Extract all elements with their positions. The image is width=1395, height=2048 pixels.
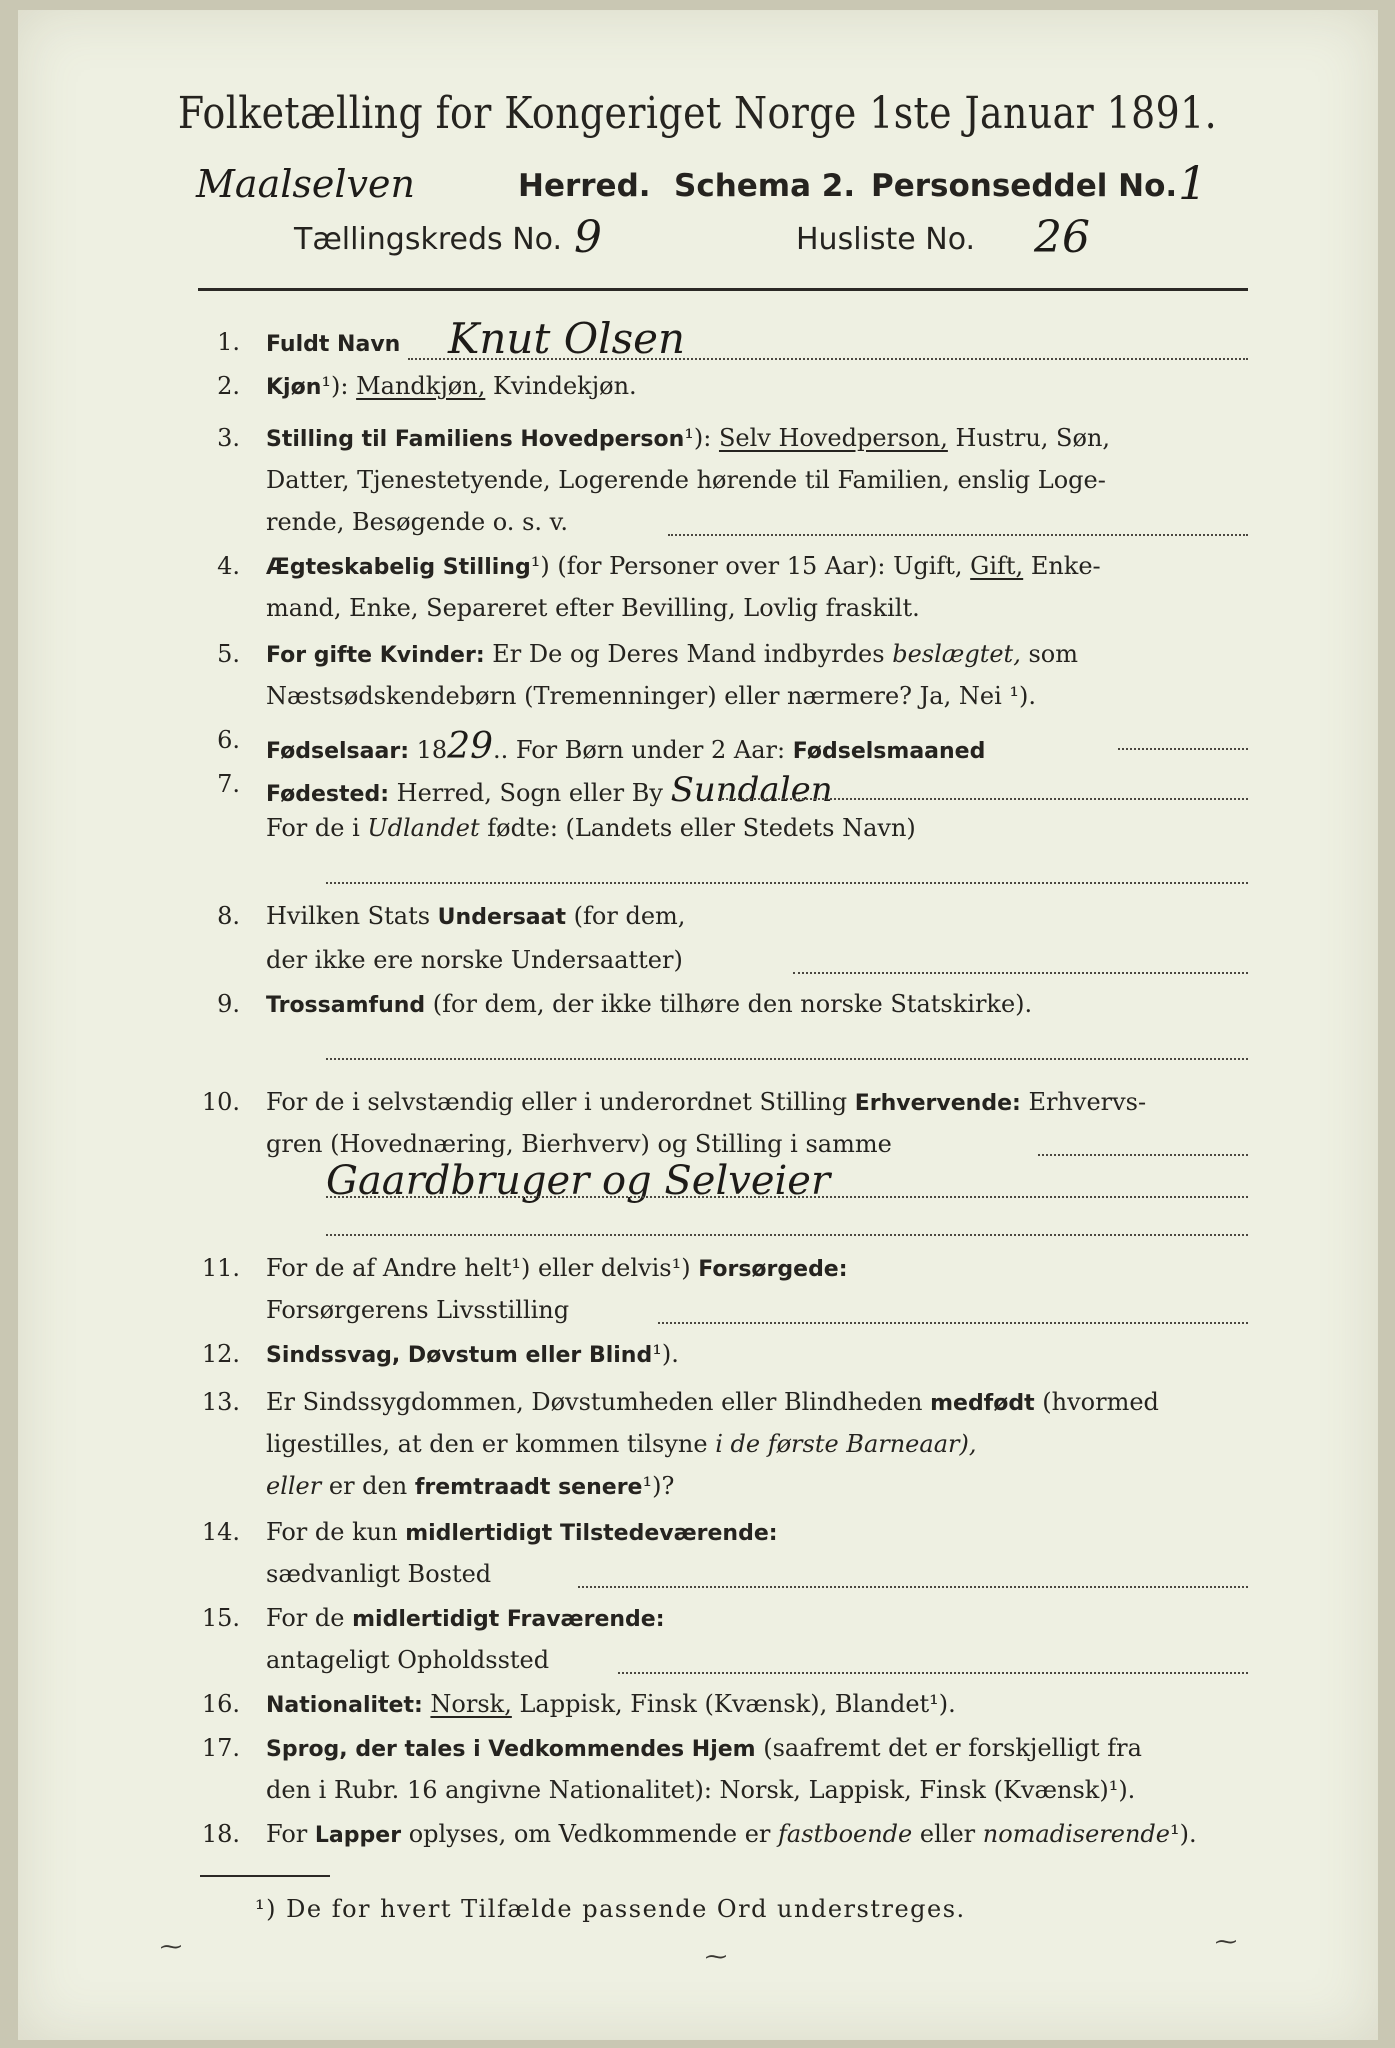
item-text-line-2: gren (Hovednæring, Bierhverv) og Stilling i samme bbox=[266, 1130, 892, 1158]
option-selected: Selv Hovedperson, bbox=[718, 424, 948, 452]
item-text-rest: Er De og Deres Mand indbyrdes bbox=[492, 640, 885, 668]
name-handwritten: Knut Olsen bbox=[448, 314, 686, 363]
item-text bbox=[266, 640, 1078, 668]
item-label: Sindssvag, Døvstum eller Blind bbox=[266, 1343, 653, 1368]
item-label: Forsørgede: bbox=[698, 1257, 848, 1282]
item-text-mid: For Børn under 2 Aar: bbox=[515, 736, 786, 764]
answer-line bbox=[1038, 1154, 1248, 1156]
item-label: Fødselsaar: bbox=[266, 739, 409, 764]
year-handwritten: 29 bbox=[447, 726, 493, 767]
ink-mark: ⁓ bbox=[160, 1935, 182, 1960]
footnote: ¹) De for hvert Tilfælde passende Ord understreges. bbox=[255, 1895, 966, 1923]
footnote-ref: ¹): bbox=[321, 372, 349, 400]
item-text-line-3 bbox=[266, 1472, 674, 1500]
text-bold: fremtraadt senere bbox=[414, 1475, 643, 1500]
footnote-ref: ¹) bbox=[530, 552, 550, 580]
item-text bbox=[266, 1690, 956, 1718]
item-label: Lapper bbox=[314, 1823, 402, 1848]
item-text-post: Enke- bbox=[1030, 552, 1101, 580]
option-selected: Gift, bbox=[970, 552, 1024, 580]
text-italic: i de første Barneaar), bbox=[715, 1430, 977, 1458]
item-text-line-2: Datter, Tjenestetyende, Logerende hørende til Familien, enslig Loge- bbox=[266, 466, 1106, 494]
answer-line-3 bbox=[326, 1234, 1248, 1236]
item-number: 15. bbox=[201, 1604, 240, 1632]
item-number: 3. bbox=[217, 424, 240, 452]
personseddel-label: Personseddel No. bbox=[871, 168, 1178, 204]
item-text: Fødselsaar: 1829.. For Børn under 2 Aar: Fødselsmaaned bbox=[266, 726, 986, 767]
item-label: Nationalitet: bbox=[266, 1693, 423, 1718]
item-text bbox=[266, 1088, 1146, 1116]
item-text-rest: ¹). bbox=[652, 1340, 679, 1368]
item-text-pre: For de af Andre helt¹) eller delvis¹) bbox=[266, 1254, 691, 1282]
item-text-rest: Erhvervs- bbox=[1028, 1088, 1147, 1116]
item-number: 10. bbox=[201, 1088, 240, 1116]
answer-line bbox=[668, 534, 1248, 536]
text-mid: eller bbox=[919, 1820, 976, 1848]
herred-label: Herred. bbox=[518, 168, 651, 204]
birthplace-handwritten: Sundalen bbox=[670, 770, 833, 810]
answer-line bbox=[326, 1058, 1248, 1060]
item-text-pre: Hvilken Stats bbox=[266, 902, 431, 930]
item-label: Sprog, der tales i Vedkommendes Hjem bbox=[266, 1737, 756, 1762]
option-selected: Mandkjøn, bbox=[356, 372, 486, 400]
ink-mark: ⁓ bbox=[705, 1945, 727, 1970]
husliste-handwritten: 26 bbox=[1034, 212, 1090, 263]
item-number: 4. bbox=[217, 552, 240, 580]
text-italic: Udlandet bbox=[367, 814, 480, 842]
answer-line bbox=[618, 1672, 1248, 1674]
text-a: For de i bbox=[266, 814, 360, 842]
herred-handwritten: Maalselven bbox=[196, 162, 415, 206]
item-label: midlertidigt Fraværende: bbox=[352, 1607, 665, 1632]
item-text bbox=[266, 424, 1110, 452]
item-text-pre: For de bbox=[266, 1604, 345, 1632]
item-label: Fødested: bbox=[266, 782, 389, 807]
item-number: 7. bbox=[217, 770, 240, 798]
item-label: Erhvervende: bbox=[854, 1091, 1021, 1116]
text-italic-2: nomadiserende bbox=[982, 1820, 1170, 1848]
item-text-pre: (for Personer over 15 Aar): Ugift, bbox=[557, 552, 963, 580]
item-label: midlertidigt Tilstedeværende: bbox=[405, 1521, 778, 1546]
option: Kvindekjøn. bbox=[492, 372, 637, 400]
item-text-rest: (for dem, der ikke tilhøre den norske Statskirke). bbox=[432, 990, 1033, 1018]
text-b: fødte: (Landets eller Stedets Navn) bbox=[487, 814, 916, 842]
item-text-line-2: der ikke ere norske Undersaatter) bbox=[266, 946, 683, 974]
item-text-italic: beslægtet, bbox=[892, 640, 1021, 668]
answer-line bbox=[718, 798, 1248, 800]
item-text-pre: Er Sindssygdommen, Døvstumheden eller Blindheden bbox=[266, 1388, 923, 1416]
husliste-label: Husliste No. bbox=[796, 222, 976, 257]
item-text-rest-2: som bbox=[1028, 640, 1078, 668]
text-end: ¹). bbox=[1170, 1820, 1197, 1848]
item-number: 6. bbox=[217, 726, 240, 754]
schema-label: Schema 2. bbox=[674, 168, 856, 204]
text-a: er den bbox=[328, 1472, 408, 1500]
item-text bbox=[266, 552, 1101, 580]
header-line-herred bbox=[196, 156, 1256, 216]
answer-line bbox=[658, 1322, 1248, 1324]
item-text-line-2: mand, Enke, Separeret efter Bevilling, Lovlig fraskilt. bbox=[266, 594, 920, 622]
item-text-rest: oplyses, om Vedkommende er bbox=[408, 1820, 771, 1848]
form-title: Folketælling for Kongeriget Norge 1ste Januar 1891. bbox=[177, 88, 1218, 139]
item-number: 5. bbox=[217, 640, 240, 668]
occupation-handwritten: Gaardbruger og Selveier bbox=[326, 1158, 831, 1204]
footnote-ref: ¹): bbox=[684, 424, 712, 452]
item-label: Ægteskabelig Stilling bbox=[266, 555, 531, 580]
item-text-pre: For de i selvstændig eller i underordnet Stilling bbox=[266, 1088, 848, 1116]
options: Lappisk, Finsk (Kvænsk), Blandet¹). bbox=[519, 1690, 956, 1718]
item-text bbox=[266, 1518, 778, 1546]
answer-line bbox=[1118, 748, 1248, 750]
answer-line bbox=[793, 972, 1248, 974]
item-text bbox=[266, 1340, 679, 1368]
footnote-rule bbox=[200, 1875, 330, 1877]
item-text-rest: (saafremt det er forskjelligt fra bbox=[763, 1734, 1142, 1762]
answer-line bbox=[578, 1586, 1248, 1588]
item-number: 1. bbox=[217, 328, 240, 356]
item-label: Stilling til Familiens Hovedperson bbox=[266, 427, 685, 452]
item-label: Trossamfund bbox=[266, 993, 426, 1018]
item-number: 12. bbox=[201, 1340, 240, 1368]
item-text-line-2 bbox=[266, 814, 916, 842]
item-text bbox=[266, 1254, 848, 1282]
year-prefix: 18 bbox=[416, 736, 448, 764]
item-label: medfødt bbox=[930, 1391, 1035, 1416]
text-italic: eller bbox=[266, 1472, 322, 1500]
item-number: 16. bbox=[201, 1690, 240, 1718]
item-text-line-2: sædvanligt Bosted bbox=[266, 1560, 492, 1588]
item-number: 18. bbox=[201, 1820, 240, 1848]
item-text bbox=[266, 1734, 1142, 1762]
item-text-pre: For bbox=[266, 1820, 308, 1848]
item-label: Undersaat bbox=[437, 905, 567, 930]
text-italic-1: fastboende bbox=[778, 1820, 913, 1848]
item-text-line-2: antageligt Opholdssted bbox=[266, 1646, 550, 1674]
item-label-2: Fødselsmaaned bbox=[792, 739, 986, 764]
item-text bbox=[266, 1388, 1159, 1416]
header-line-kreds bbox=[196, 214, 1256, 270]
item-text-rest: Herred, Sogn eller By bbox=[396, 779, 663, 807]
item-text-line-2 bbox=[266, 1430, 976, 1458]
item-text-line-2: Næstsødskendebørn (Tremenninger) eller nærmere? Ja, Nei ¹). bbox=[266, 682, 1036, 710]
item-number: 9. bbox=[217, 990, 240, 1018]
ink-mark: ⁓ bbox=[1215, 1930, 1237, 1955]
item-text-rest: (hvormed bbox=[1042, 1388, 1159, 1416]
item-text-rest: (for dem, bbox=[573, 902, 686, 930]
item-text-line-3: rende, Besøgende o. s. v. bbox=[266, 508, 568, 536]
item-number: 11. bbox=[201, 1254, 240, 1282]
personseddel-handwritten: 1 bbox=[1178, 156, 1208, 210]
item-text bbox=[266, 770, 833, 810]
text-c: ¹)? bbox=[642, 1472, 675, 1500]
kreds-label: Tællingskreds No. bbox=[294, 222, 562, 257]
item-text bbox=[266, 1820, 1197, 1848]
answer-line-2 bbox=[326, 882, 1248, 884]
item-number: 13. bbox=[201, 1388, 240, 1416]
item-text bbox=[266, 372, 637, 400]
kreds-handwritten: 9 bbox=[574, 212, 602, 263]
item-number: 8. bbox=[217, 902, 240, 930]
item-text-pre: For de kun bbox=[266, 1518, 398, 1546]
item-text bbox=[266, 1604, 665, 1632]
header-rule bbox=[198, 288, 1248, 291]
item-text bbox=[266, 902, 685, 930]
answer-line bbox=[408, 358, 1248, 360]
answer-line-2 bbox=[326, 1196, 1248, 1198]
item-label: For gifte Kvinder: bbox=[266, 643, 485, 668]
options: Hustru, Søn, bbox=[955, 424, 1111, 452]
item-label: Fuldt Navn bbox=[266, 332, 401, 357]
item-number: 17. bbox=[201, 1734, 240, 1762]
option-selected: Norsk, bbox=[430, 1690, 512, 1718]
text-a: ligestilles, at den er kommen tilsyne bbox=[266, 1430, 708, 1458]
item-text-line-2: den i Rubr. 16 angivne Nationalitet): Norsk, Lappisk, Finsk (Kvænsk)¹). bbox=[266, 1776, 1136, 1804]
item-label: Kjøn bbox=[266, 375, 322, 400]
item-text-line-2: Forsørgerens Livsstilling bbox=[266, 1296, 570, 1324]
item-text bbox=[266, 990, 1032, 1018]
item-number: 14. bbox=[201, 1518, 240, 1546]
item-number: 2. bbox=[217, 372, 240, 400]
